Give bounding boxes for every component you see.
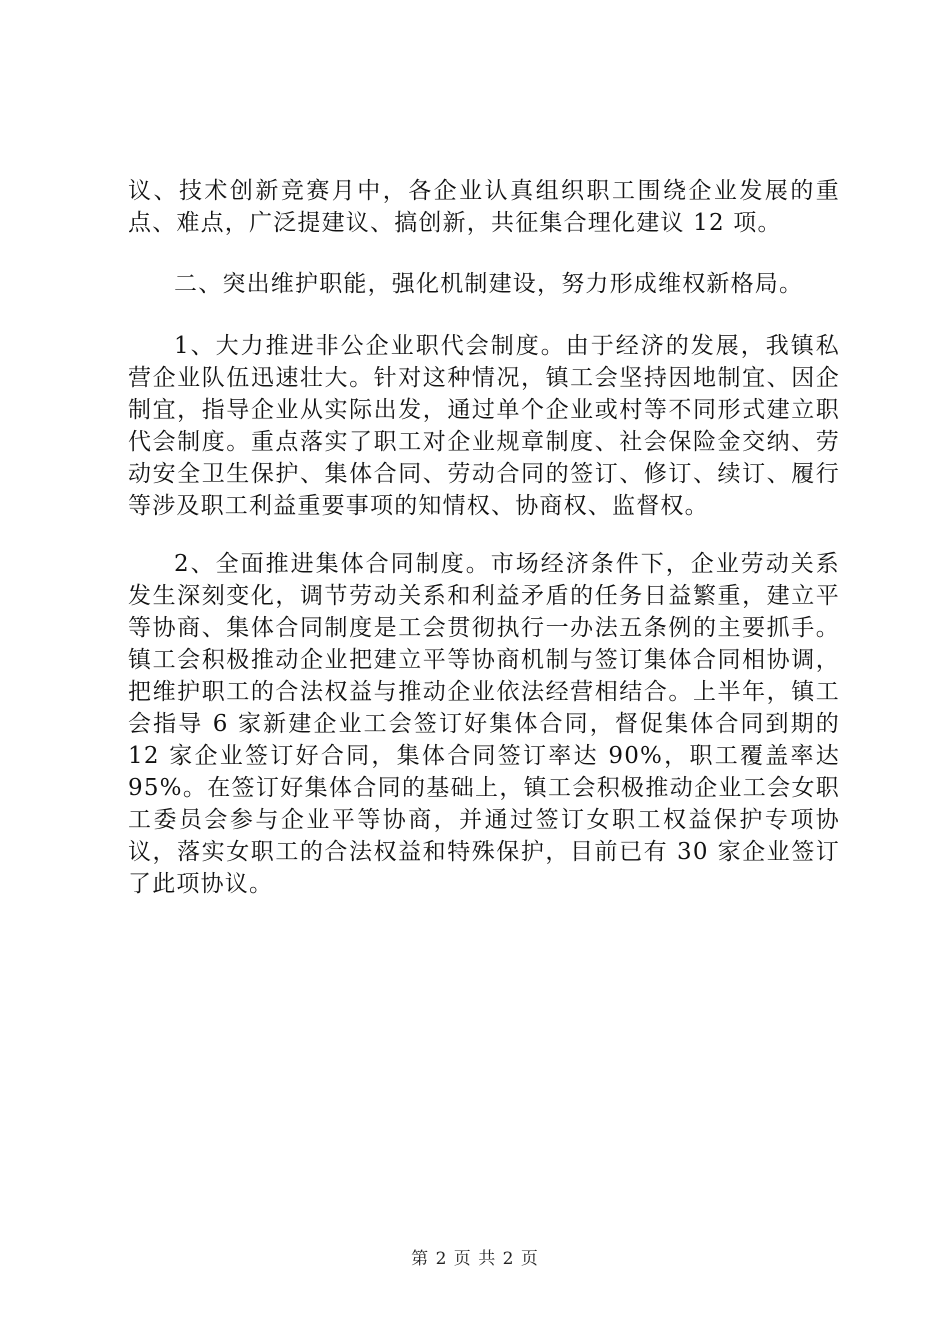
page-number-footer: 第 2 页 共 2 页 bbox=[411, 1249, 539, 1269]
paragraph-continuation: 议、技术创新竞赛月中，各企业认真组织职工围绕企业发展的重点、难点，广泛提建议、搞创新，共征集合理化建议 12 项。 bbox=[128, 178, 840, 236]
paragraph-item-1: 1、大力推进非公企业职代会制度。由于经济的发展，我镇私营企业队伍迅速壮大。针对这种情况，镇工会坚持因地制宜、因企制宜，指导企业从实际出发，通过单个企业或村等不同形式建立职代会制度。重点落实了职工对企业规章制度、社会保险金交纳、劳动安全卫生保护、集体合同、劳动合同的签订、修订、续订、履行等涉及职工利益重要事项的知情权、协商权、监督权。 bbox=[128, 333, 840, 519]
paragraph-item-2: 2、全面推进集体合同制度。市场经济条件下，企业劳动关系发生深刻变化，调节劳动关系和利益矛盾的任务日益繁重，建立平等协商、集体合同制度是工会贯彻执行一办法五条例的主要抓手。镇工会积极推动企业把建立平等协商机制与签订集体合同相协调，把维护职工的合法权益与推动企业依法经营相结合。上半年，镇工会指导 6 家新建企业工会签订好集体合同，督促集体合同到期的 12 家企业签订好合同，集体合同签订率达 90%，职工覆盖率达 95%。在签订好集体合同的基础上，镇工会积极推动企业工会女职工委员会参与企业平等协商，并通过签订女职工权益保护专项协议，落实女职工的合法权益和特殊保护，目前已有 30 家企业签订了此项协议。 bbox=[128, 551, 840, 897]
section-heading: 二、突出维护职能，强化机制建设，努力形成维权新格局。 bbox=[174, 271, 804, 297]
